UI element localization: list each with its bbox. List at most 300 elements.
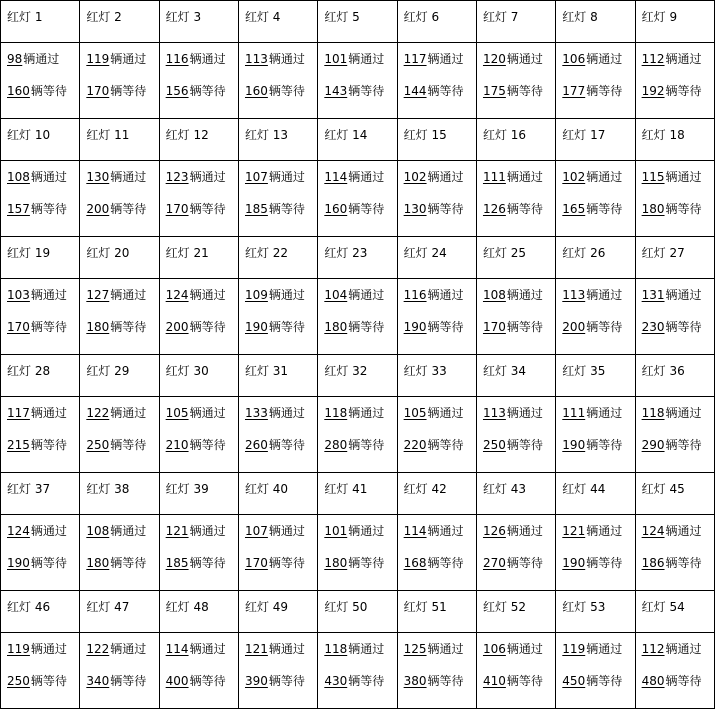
light-count-cell (635, 43, 714, 119)
passed-line (483, 406, 555, 438)
passed-line (562, 170, 634, 202)
passed-line (86, 406, 158, 438)
waiting-count: 410 (482, 674, 506, 688)
light-count-cell (635, 633, 714, 709)
waiting-line (166, 556, 238, 588)
waiting-line (245, 84, 317, 116)
light-label-row (1, 473, 715, 515)
light-count-cell (80, 43, 159, 119)
passed-line (166, 406, 238, 438)
light-label-cell (1, 473, 80, 515)
light-count-row (1, 43, 715, 119)
light-label: 红灯 45 (641, 482, 685, 496)
waiting-unit: 辆等待 (30, 556, 67, 570)
light-count-cell (635, 161, 714, 237)
passed-unit: 辆通过 (268, 406, 305, 420)
passed-line (245, 52, 317, 84)
waiting-count: 390 (244, 674, 268, 688)
waiting-count: 190 (7, 556, 30, 570)
passed-unit: 辆通过 (23, 52, 60, 66)
waiting-unit: 辆等待 (506, 84, 543, 98)
light-label: 红灯 29 (86, 364, 130, 378)
passed-unit: 辆通过 (110, 288, 147, 302)
light-count-cell (1, 633, 80, 709)
light-label: 红灯 41 (324, 482, 368, 496)
waiting-line (642, 438, 714, 470)
waiting-unit: 辆等待 (665, 84, 702, 98)
waiting-unit: 辆等待 (189, 320, 226, 334)
waiting-unit: 辆等待 (348, 84, 385, 98)
waiting-count: 215 (7, 438, 30, 452)
passed-unit: 辆通过 (189, 406, 226, 420)
passed-count: 114 (403, 524, 427, 538)
waiting-line (166, 320, 238, 352)
waiting-count: 168 (403, 556, 427, 570)
light-label-row (1, 591, 715, 633)
waiting-count: 180 (324, 320, 348, 334)
waiting-unit: 辆等待 (110, 674, 147, 688)
passed-unit: 辆通过 (506, 52, 543, 66)
passed-line (245, 170, 317, 202)
waiting-unit: 辆等待 (665, 320, 702, 334)
waiting-unit: 辆等待 (586, 84, 623, 98)
light-label: 红灯 47 (86, 600, 130, 614)
passed-unit: 辆通过 (268, 524, 305, 538)
light-label-row (1, 237, 715, 279)
waiting-line (7, 202, 79, 234)
waiting-line (324, 202, 396, 234)
passed-count: 111 (482, 170, 506, 184)
light-label-cell (80, 237, 159, 279)
light-label-cell (159, 473, 238, 515)
light-label-row (1, 355, 715, 397)
passed-count: 133 (244, 406, 268, 420)
light-count-row (1, 515, 715, 591)
light-label: 红灯 53 (562, 600, 606, 614)
light-label-cell (318, 473, 397, 515)
passed-unit: 辆通过 (30, 524, 67, 538)
passed-count: 116 (403, 288, 427, 302)
waiting-unit: 辆等待 (427, 320, 464, 334)
light-count-cell (80, 515, 159, 591)
light-count-cell (556, 279, 635, 355)
waiting-unit: 辆等待 (348, 556, 385, 570)
passed-count: 101 (324, 524, 348, 538)
passed-count: 114 (165, 642, 189, 656)
passed-line (166, 52, 238, 84)
waiting-unit: 辆等待 (427, 438, 464, 452)
passed-unit: 辆通过 (427, 288, 464, 302)
waiting-unit: 辆等待 (348, 202, 385, 216)
waiting-line (642, 84, 714, 116)
waiting-line (86, 438, 158, 470)
passed-line (245, 406, 317, 438)
light-label: 红灯 34 (482, 364, 527, 378)
passed-count: 112 (641, 52, 665, 66)
light-count-cell (318, 161, 397, 237)
light-label-cell (635, 355, 714, 397)
waiting-line (324, 320, 396, 352)
passed-count: 122 (86, 406, 110, 420)
waiting-count: 165 (562, 202, 586, 216)
light-label-cell (635, 591, 714, 633)
light-label: 红灯 10 (7, 128, 51, 142)
waiting-line (86, 320, 158, 352)
passed-count: 106 (482, 642, 506, 656)
light-count-cell (159, 633, 238, 709)
passed-line (324, 170, 396, 202)
light-label-cell (80, 473, 159, 515)
waiting-count: 280 (324, 438, 348, 452)
waiting-line (7, 438, 79, 470)
light-label: 红灯 32 (324, 364, 368, 378)
waiting-count: 220 (403, 438, 427, 452)
waiting-unit: 辆等待 (506, 202, 543, 216)
light-label: 红灯 37 (7, 482, 51, 496)
passed-count: 106 (562, 52, 586, 66)
waiting-count: 270 (482, 556, 506, 570)
light-label: 红灯 38 (86, 482, 130, 496)
light-count-cell (397, 161, 476, 237)
light-count-cell (159, 43, 238, 119)
waiting-count: 190 (403, 320, 427, 334)
light-count-cell (238, 43, 317, 119)
waiting-line (562, 320, 634, 352)
passed-line (562, 524, 634, 556)
light-count-cell (397, 633, 476, 709)
waiting-line (166, 84, 238, 116)
light-label-cell (476, 591, 555, 633)
light-count-cell (556, 633, 635, 709)
waiting-line (404, 84, 476, 116)
light-label: 红灯 11 (86, 128, 130, 142)
light-label-cell (318, 355, 397, 397)
light-label-cell (1, 1, 80, 43)
light-label-cell (635, 473, 714, 515)
light-label-cell (238, 119, 317, 161)
light-label-cell (80, 119, 159, 161)
passed-unit: 辆通过 (189, 52, 226, 66)
light-label-cell (476, 355, 555, 397)
light-label-cell (476, 237, 555, 279)
waiting-line (642, 674, 714, 706)
light-label: 红灯 25 (482, 246, 527, 260)
passed-unit: 辆通过 (506, 170, 543, 184)
waiting-line (562, 438, 634, 470)
light-count-row (1, 397, 715, 473)
waiting-line (324, 84, 396, 116)
waiting-unit: 辆等待 (586, 438, 623, 452)
light-label: 红灯 4 (244, 10, 281, 24)
passed-count: 112 (641, 642, 665, 656)
light-label: 红灯 49 (244, 600, 289, 614)
passed-line (404, 642, 476, 674)
light-label-row (1, 1, 715, 43)
waiting-count: 430 (324, 674, 348, 688)
waiting-line (7, 674, 79, 706)
light-label: 红灯 19 (7, 246, 51, 260)
light-label-row (1, 119, 715, 161)
passed-unit: 辆通过 (110, 642, 147, 656)
light-count-cell (556, 397, 635, 473)
light-label-cell (238, 591, 317, 633)
passed-line (642, 52, 714, 84)
waiting-unit: 辆等待 (348, 320, 385, 334)
light-label: 红灯 48 (165, 600, 209, 614)
light-label: 红灯 15 (403, 128, 447, 142)
passed-unit: 辆通过 (189, 524, 226, 538)
light-count-cell (397, 279, 476, 355)
waiting-line (483, 556, 555, 588)
passed-unit: 辆通过 (189, 288, 226, 302)
light-count-row (1, 633, 715, 709)
light-count-cell (1, 397, 80, 473)
waiting-count: 170 (244, 556, 268, 570)
waiting-line (404, 438, 476, 470)
passed-line (245, 288, 317, 320)
light-label: 红灯 18 (641, 128, 685, 142)
light-label: 红灯 2 (86, 10, 122, 24)
light-label: 红灯 28 (7, 364, 51, 378)
waiting-line (483, 84, 555, 116)
passed-count: 107 (244, 524, 268, 538)
waiting-count: 143 (324, 84, 348, 98)
waiting-line (562, 202, 634, 234)
light-label-cell (159, 591, 238, 633)
light-label-cell (1, 591, 80, 633)
passed-unit: 辆通过 (427, 52, 464, 66)
passed-line (562, 288, 634, 320)
passed-line (166, 524, 238, 556)
waiting-line (642, 556, 714, 588)
light-label-cell (397, 1, 476, 43)
waiting-count: 200 (165, 320, 189, 334)
light-label: 红灯 23 (324, 246, 368, 260)
waiting-count: 177 (562, 84, 586, 98)
waiting-line (166, 202, 238, 234)
passed-count: 102 (403, 170, 427, 184)
passed-line (642, 288, 714, 320)
waiting-count: 160 (7, 84, 30, 98)
light-label-cell (80, 591, 159, 633)
light-label-cell (397, 355, 476, 397)
waiting-count: 156 (165, 84, 189, 98)
light-label: 红灯 21 (165, 246, 209, 260)
waiting-line (562, 556, 634, 588)
light-count-cell (476, 633, 555, 709)
passed-line (324, 288, 396, 320)
waiting-count: 180 (641, 202, 665, 216)
passed-unit: 辆通过 (268, 288, 305, 302)
waiting-count: 250 (86, 438, 110, 452)
passed-count: 126 (482, 524, 506, 538)
passed-count: 127 (86, 288, 110, 302)
light-count-cell (397, 397, 476, 473)
waiting-unit: 辆等待 (268, 320, 305, 334)
light-label: 红灯 27 (641, 246, 685, 260)
waiting-unit: 辆等待 (268, 438, 305, 452)
passed-count: 109 (244, 288, 268, 302)
waiting-count: 180 (86, 556, 110, 570)
passed-unit: 辆通过 (348, 170, 385, 184)
light-count-cell (556, 161, 635, 237)
light-label-cell (556, 355, 635, 397)
light-label-cell (635, 1, 714, 43)
passed-unit: 辆通过 (586, 52, 623, 66)
light-label-cell (476, 473, 555, 515)
light-label: 红灯 42 (403, 482, 447, 496)
waiting-count: 186 (641, 556, 665, 570)
passed-count: 131 (641, 288, 665, 302)
light-label: 红灯 33 (403, 364, 447, 378)
waiting-line (86, 674, 158, 706)
light-count-cell (80, 633, 159, 709)
passed-count: 118 (641, 406, 665, 420)
light-label-cell (318, 119, 397, 161)
light-label: 红灯 31 (244, 364, 289, 378)
light-count-cell (556, 43, 635, 119)
light-label: 红灯 46 (7, 600, 51, 614)
light-label: 红灯 13 (244, 128, 289, 142)
passed-unit: 辆通过 (30, 288, 67, 302)
passed-unit: 辆通过 (506, 406, 543, 420)
light-count-cell (476, 397, 555, 473)
passed-count: 113 (244, 52, 268, 66)
passed-unit: 辆通过 (268, 170, 305, 184)
passed-unit: 辆通过 (427, 524, 464, 538)
waiting-count: 260 (244, 438, 268, 452)
light-count-cell (318, 397, 397, 473)
passed-line (86, 52, 158, 84)
passed-unit: 辆通过 (427, 406, 464, 420)
light-label-cell (159, 237, 238, 279)
waiting-unit: 辆等待 (586, 674, 623, 688)
passed-line (86, 642, 158, 674)
passed-line (166, 288, 238, 320)
light-count-cell (1, 279, 80, 355)
waiting-count: 210 (165, 438, 189, 452)
passed-count: 107 (244, 170, 268, 184)
passed-unit: 辆通过 (30, 406, 67, 420)
passed-line (562, 52, 634, 84)
passed-line (404, 288, 476, 320)
light-count-cell (556, 515, 635, 591)
passed-line (324, 406, 396, 438)
light-count-row (1, 279, 715, 355)
passed-line (324, 52, 396, 84)
light-label: 红灯 40 (244, 482, 289, 496)
waiting-count: 170 (165, 202, 189, 216)
waiting-line (404, 202, 476, 234)
light-label: 红灯 8 (562, 10, 598, 24)
waiting-count: 160 (244, 84, 268, 98)
waiting-line (166, 438, 238, 470)
passed-unit: 辆通过 (348, 524, 385, 538)
passed-count: 130 (86, 170, 110, 184)
waiting-line (7, 556, 79, 588)
waiting-count: 170 (86, 84, 110, 98)
waiting-line (562, 84, 634, 116)
waiting-count: 175 (482, 84, 506, 98)
passed-line (483, 52, 555, 84)
waiting-line (483, 320, 555, 352)
light-label: 红灯 54 (641, 600, 685, 614)
passed-count: 113 (562, 288, 586, 302)
light-count-cell (80, 161, 159, 237)
passed-line (86, 288, 158, 320)
light-count-cell (476, 515, 555, 591)
passed-count: 104 (324, 288, 348, 302)
passed-line (7, 52, 79, 84)
passed-count: 125 (403, 642, 427, 656)
waiting-unit: 辆等待 (665, 674, 702, 688)
waiting-unit: 辆等待 (110, 84, 147, 98)
waiting-unit: 辆等待 (30, 84, 67, 98)
light-label-cell (635, 237, 714, 279)
waiting-count: 160 (324, 202, 348, 216)
waiting-line (86, 556, 158, 588)
passed-unit: 辆通过 (110, 170, 147, 184)
light-count-cell (238, 515, 317, 591)
light-label-cell (397, 237, 476, 279)
passed-unit: 辆通过 (665, 406, 702, 420)
passed-line (7, 642, 79, 674)
passed-count: 124 (641, 524, 665, 538)
light-label: 红灯 16 (482, 128, 527, 142)
passed-count: 105 (403, 406, 427, 420)
waiting-line (324, 556, 396, 588)
light-label-cell (238, 473, 317, 515)
waiting-line (562, 674, 634, 706)
light-label: 红灯 51 (403, 600, 447, 614)
waiting-unit: 辆等待 (506, 320, 543, 334)
passed-line (404, 406, 476, 438)
light-label: 红灯 5 (324, 10, 360, 24)
passed-count: 102 (562, 170, 586, 184)
passed-count: 98 (7, 52, 23, 66)
light-label: 红灯 36 (641, 364, 685, 378)
passed-count: 108 (482, 288, 506, 302)
light-label-cell (238, 1, 317, 43)
light-label-cell (159, 1, 238, 43)
waiting-count: 185 (244, 202, 268, 216)
light-label-cell (1, 237, 80, 279)
waiting-line (642, 202, 714, 234)
table-body (1, 1, 715, 709)
light-label-cell (318, 1, 397, 43)
waiting-count: 190 (562, 556, 586, 570)
waiting-line (245, 674, 317, 706)
waiting-count: 200 (562, 320, 586, 334)
passed-count: 121 (165, 524, 189, 538)
passed-count: 119 (86, 52, 110, 66)
passed-line (404, 170, 476, 202)
passed-unit: 辆通过 (586, 406, 623, 420)
waiting-line (86, 84, 158, 116)
passed-unit: 辆通过 (506, 288, 543, 302)
light-label-cell (476, 1, 555, 43)
waiting-line (324, 438, 396, 470)
waiting-count: 130 (403, 202, 427, 216)
waiting-unit: 辆等待 (268, 84, 305, 98)
waiting-unit: 辆等待 (189, 674, 226, 688)
light-label: 红灯 39 (165, 482, 209, 496)
waiting-count: 190 (244, 320, 268, 334)
waiting-unit: 辆等待 (427, 202, 464, 216)
light-label: 红灯 3 (165, 10, 202, 24)
waiting-line (642, 320, 714, 352)
passed-line (324, 524, 396, 556)
